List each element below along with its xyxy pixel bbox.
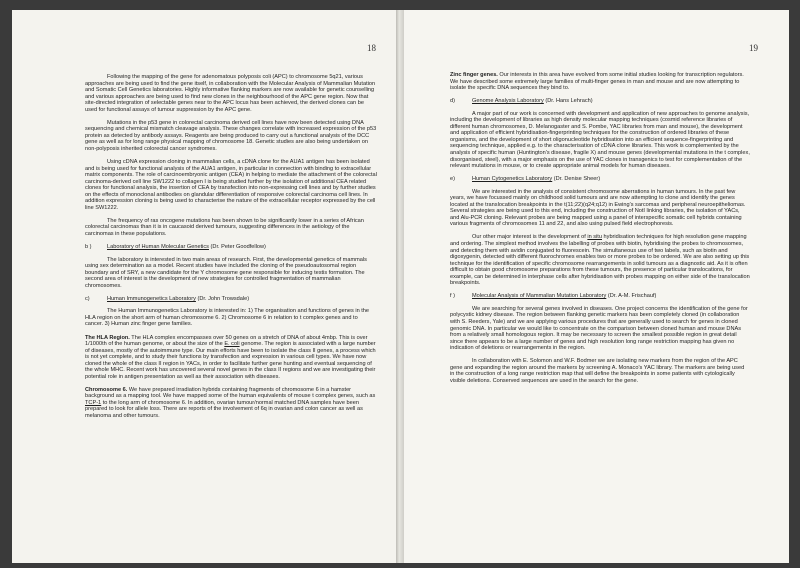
section-title: Molecular Analysis of Mammalian Mutation Laboratory (472, 293, 607, 300)
section-label: b ) (85, 244, 92, 251)
right-text-column (450, 72, 750, 391)
paragraph: We are searching for several genes involved in diseases. One project concerns the identification of the gene for polycystic kidney disease. The region between flanking genetic markers has been completely cloned (in collaboration with S. Reeders, Yale) and we are applying various procedures that are generally used to search for genes in cloned genomic DNA. In particular we would like to concentrate on the comparison between cloned human and mouse DNAs from a relatively small homologous region. It may be necessary to screen the smallest possible region in great detail since there appears to be a large number of genes and high resolution long range restriction mapping has given no indication of deletions or rearrangements in the region. (450, 305, 748, 352)
paragraph: The Human Immunogenetics Laboratory is interested in: 1) The organisation and functions of genes in the HLA region on the short arm of human chromosome 6. 2) Chromosome 6 in relation to t complex genes and to cancer. 3) Human zinc finger gene families. (85, 308, 370, 328)
section-title: Genome Analysis Laboratory (472, 98, 544, 105)
section-head-name: (Dr. Hans Lehrach) (545, 98, 593, 105)
section-label: c) (85, 295, 90, 302)
section-heading-f (450, 293, 750, 300)
run-in-heading: The HLA Region. (85, 334, 130, 341)
paragraph-chromosome-6: Chromosome 6. We have prepared irradiation hybrids containing fragments of chromosome 6 in a hamster background as a mapping tool. We have mapped some of the human equivalents of mouse t complex genes, such as TCP-1 to the long arm of chromosome 6. In addition, ovarian tumour/normal matched DNA samples have been prepared to look for allele loss. There are reports of the involvement of 6q in ovarian and colon cancer as well as melanoma and other tumours. (85, 386, 376, 420)
section-head-name: (Dr. Peter Goodfellow) (210, 244, 266, 251)
section-head-name: (Dr. Denise Sheer) (553, 176, 601, 183)
paragraph-hla: The HLA Region. The HLA complex encompasses over 50 genes on a stretch of DNA of about 4mbp. This is over 1/1000th of the human genome, or about the size of the E. coli genome. The region is associated with a large number of diseases, mostly of the autoimmune type. Our main efforts have been to isolate the class II genes, a process which is not yet complete, and to study their functions by transfection and expression in various cell types. We have now cloned the whole of the class II region in YACs, in order to facilitate further gene hunting and eventual sequencing of the whole MHC. Recent work has uncovered several novel genes in the class II regions and we are investigating their potential role in antigen presentation as well as their association with diseases. (85, 334, 376, 380)
page-number: 18 (367, 43, 376, 53)
paragraph: Mutations in the p53 gene in colorectal carcinoma derived cell lines have now been detected using DNA sequencing and chemical mismatch cleavage analysis. These changes correlate with increased expression of the p53 protein as detected by antibody assays. Reagents are being produced to carry out a functional analysis of the DCC gene as well as for long range physical mapping of chromosome 18. Genetic studies are also being undertaken on non-polyposis inherited colorectal cancer syndromes. (85, 119, 377, 152)
section-heading-c (85, 296, 377, 303)
paragraph-zinc-finger: Zinc finger genes. Our interests in this area have evolved from some initial studies looking for transcription regulators. We have described some extremely large families of multi-finger genes in man and mouse and are now attempting to isolate the specific DNA sequences they bind to. (450, 72, 744, 92)
paragraph: In collaboration with E. Solomon and W.F. Bodmer we are isolating new markers from the region of the APC gene and expanding the region around the markers by screening A. Monaco's YAC library. The markers are being used in the construction of a long range restriction map that will define the breakpoints in some patients with cytologically visible deletions. Conserved sequences are used in the search for the gene. (450, 358, 745, 384)
section-heading-e (450, 176, 750, 183)
section-label: f ) (450, 293, 455, 300)
section-title: Human Cytogenetics Laboratory (472, 176, 553, 183)
run-in-heading: Chromosome 6. (85, 386, 128, 393)
section-title: Human Immunogenetics Laboratory (107, 295, 196, 302)
paragraph: The frequency of ras oncogene mutations has been shown to be significantly lower in a series of African colorectal carcinomas than it is in caucasoid derived tumours, suggesting differences in the aetiology of the carcinomas in these populations. (85, 217, 364, 237)
right-page (404, 10, 789, 563)
paragraph: We are interested in the analysis of consistent chromosome aberrations in human tumours. In the past few years, we have focussed mainly on childhood solid tumours and are now attempting to clone and identify the genes located at the translocation breakpoints in the t(11;22)(q24;q12) in Ewing's sarcomas and peripheral neuroepitheliomas. Several strategies are being used to this end, including the construction of NotI linking libraries, the isolation of YACs, and Alu-PCR cloning. Relevant probes are being mapped using a panel of interspecific somatic cell hybrids containing various fragments of chromosomes 11 and 22, and also using pulsed field electrophoresis. (450, 188, 746, 228)
paragraph: Using cDNA expression cloning in mammalian cells, a cDNA clone for the AUA1 antigen has been isolated and is being used for functional analysis of the AUA1 antigen, in particular in connection with binding to extracellular matrix components. The role of carcinoembryonic antigen (CEA) in helping to mediate the attachment of the colorectal carcinoma-derived cell line SW1222 to collagen I is being studied further by the isolation of additional CEA related clones for functional analysis, the insertion of CEA by transfection into non-expressing cell lines and by further studies on the effects of monoclonal antibodies on glandular differentiation of responsive colorectal carcinoma cell lines. In addition expression cloning is being used to characterise the nature of the extracellular receptor expressed by the cell line SW1222. (85, 159, 377, 211)
paragraph: Following the mapping of the gene for adenomatous polyposis coli (APC) to chromosome 5q21, various approaches are being used to find the gene itself, in collaboration with the Molecular Analysis of Mammalian Mutation and Somatic Cell Genetics laboratories. Highly informative flanking markers are now available for genetic counselling and various approaches are being used to find new clones in the neighbourhood of the APC gene region. Now that site-directed integration of selectable genes near to the APC locus has been achieved, the derived clones can be used for functional assays of tumour suppression by the APC gene. (85, 74, 376, 113)
left-page (12, 10, 396, 563)
paragraph: A major part of our work is concerned with development and application of new approaches to genome analysis, including the development of libraries as high density molecular mapping techniques (cosmid reference libraries of different human chromosomes, D. Melanogaster and S. Pombe, YAC libraries from man and mouse), the development and application of efficient hybridisation-fingerprinting techniques for the construction of ordered libraries of these organisms, and the development of short oligonucleotide hybridisation into an efficient sequence-fingerprinting and sequencing technique, applied e.g. to the characterisation of cDNA clone libraries. This work is complemented by the analysis of specific human (Huntington's disease, fragile X) and mouse genes (developmental mutations in the t complex, disorganised, steel), with a major emphasis on the use of YAC clones in transgenics to test for complementation of the relevant mutations in mouse, or to create appropriate animal models for human diseases. (450, 110, 750, 170)
section-heading-d (450, 98, 750, 105)
run-in-heading: Zinc finger genes. (450, 72, 498, 78)
section-label: e) (450, 176, 455, 183)
paragraph: Our other major interest is the development of in situ hybridisation techniques for high resolution gene mapping and ordering. The simplest method involves the labelling of probes with biotin, hybridising the probes to chromosomes, and detecting them with avidin conjugated to fluorescein. The simultaneous use of two labels, such as biotin and digoxygenin, detected with different fluorochromes enables two or more probes to be ordered. We are also setting up this technique for the identification of specific chromosome rearrangements in solid tumours as a diagnostic aid. As it is often difficult to obtain good chromosome preparations from these tumours, the presence of particular translocations, for example, can be determined in interphase cells after hybridisation with probes mapping on either side of the translocation breakpoints. (450, 234, 750, 287)
section-label: d) (450, 98, 455, 105)
section-head-name: (Dr. John Trowsdale) (197, 295, 250, 302)
section-heading-b (85, 244, 377, 251)
section-head-name: (Dr. A-M. Frischauf) (607, 293, 657, 300)
section-title: Laboratory of Human Molecular Genetics (107, 244, 209, 251)
page-number: 19 (749, 43, 758, 53)
left-text-column (85, 74, 377, 426)
paragraph: The laboratory is interested in two main areas of research. First, the developmental genetics of mammals using sex determination as a model. Recent studies have included the cloning of the pseudoautosomal region boundary and of SRY, a new candidate for the Y chromosome gene responsible for inducing testis formation. The second area of interest is the development of new strategies for controlled fragmentation of mammalian chromosomes. (85, 256, 367, 289)
book-spine (396, 10, 404, 563)
